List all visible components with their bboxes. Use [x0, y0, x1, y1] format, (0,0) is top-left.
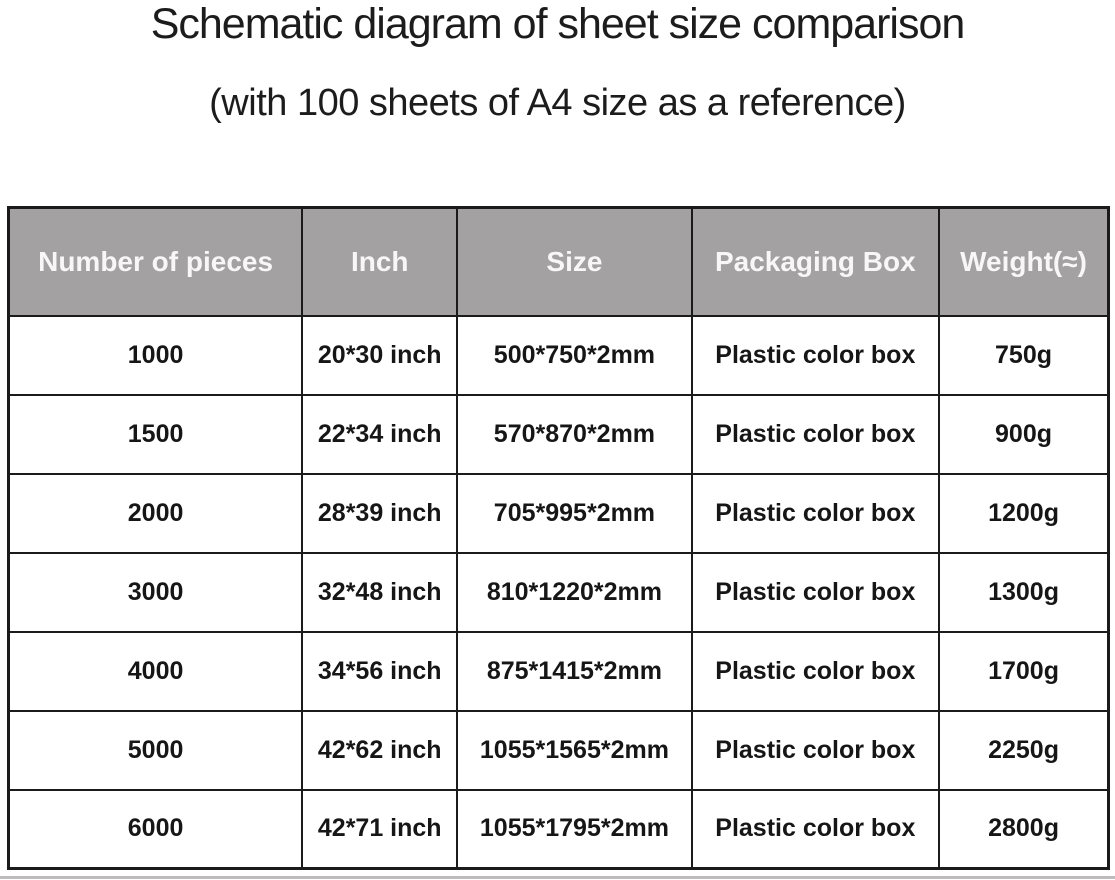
column-header: Weight(≈): [939, 208, 1108, 316]
column-header: Inch: [302, 208, 457, 316]
table-cell: 500*750*2mm: [457, 316, 691, 395]
table-cell: Plastic color box: [692, 474, 939, 553]
table-cell: 2000: [9, 474, 303, 553]
table-cell: 705*995*2mm: [457, 474, 691, 553]
table-cell: 2250g: [939, 711, 1108, 790]
table-cell: 1300g: [939, 553, 1108, 632]
table-row: [9, 632, 1109, 711]
table-cell: 20*30 inch: [302, 316, 457, 395]
table-cell: 900g: [939, 395, 1108, 474]
table-cell: Plastic color box: [692, 553, 939, 632]
table-header-row: [9, 208, 1109, 316]
table-cell: 6000: [9, 790, 303, 869]
column-header: Packaging Box: [692, 208, 939, 316]
table-cell: 28*39 inch: [302, 474, 457, 553]
table-cell: 750g: [939, 316, 1108, 395]
column-header: Number of pieces: [9, 208, 303, 316]
cropped-next-element-edge: [0, 876, 1115, 879]
table-cell: 1055*1565*2mm: [457, 711, 691, 790]
table-cell: Plastic color box: [692, 790, 939, 869]
table-row: [9, 711, 1109, 790]
table-cell: 32*48 inch: [302, 553, 457, 632]
table-row: [9, 395, 1109, 474]
table-cell: 875*1415*2mm: [457, 632, 691, 711]
page-title: Schematic diagram of sheet size comparison: [150, 0, 965, 48]
table-cell: 42*62 inch: [302, 711, 457, 790]
table-cell: 4000: [9, 632, 303, 711]
table-row: [9, 316, 1109, 395]
table-cell: 1000: [9, 316, 303, 395]
table-row: [9, 790, 1109, 869]
table-cell: Plastic color box: [692, 316, 939, 395]
column-header: Size: [457, 208, 691, 316]
table-cell: 5000: [9, 711, 303, 790]
table-cell: 22*34 inch: [302, 395, 457, 474]
table-cell: 570*870*2mm: [457, 395, 691, 474]
table-cell: 2800g: [939, 790, 1108, 869]
table-cell: Plastic color box: [692, 711, 939, 790]
table-cell: 42*71 inch: [302, 790, 457, 869]
table-row: [9, 474, 1109, 553]
table-cell: 1700g: [939, 632, 1108, 711]
table-cell: 1200g: [939, 474, 1108, 553]
table-cell: 1055*1795*2mm: [457, 790, 691, 869]
sheet-size-table: [7, 206, 1110, 870]
page-subtitle: (with 100 sheets of A4 size as a reference): [209, 82, 906, 124]
table-cell: Plastic color box: [692, 395, 939, 474]
table-cell: 810*1220*2mm: [457, 553, 691, 632]
table-cell: 34*56 inch: [302, 632, 457, 711]
table-cell: Plastic color box: [692, 632, 939, 711]
table-cell: 1500: [9, 395, 303, 474]
table-cell: 3000: [9, 553, 303, 632]
table-row: [9, 553, 1109, 632]
